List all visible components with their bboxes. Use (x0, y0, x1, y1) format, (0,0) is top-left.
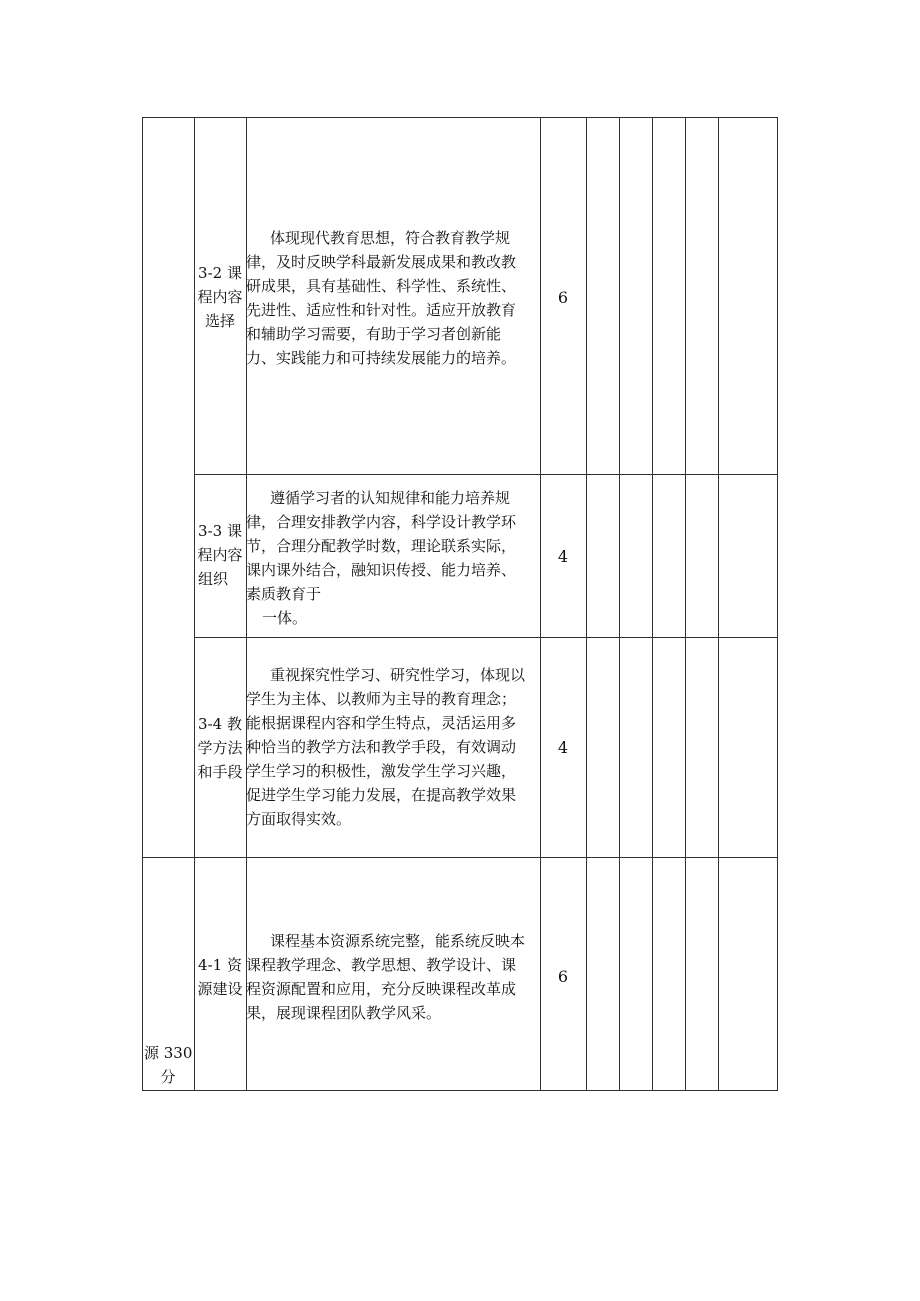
criteria-line: 学生学习的积极性，激发学生学习兴趣， (246, 762, 517, 780)
evaluation-table (142, 117, 778, 1091)
criteria-line: 种恰当的教学方法和教学手段，有效调动 (246, 738, 517, 756)
row-divider (142, 857, 778, 858)
criteria-line: 重视探究性学习、研究性学习，体现以 (270, 666, 526, 684)
col-divider (685, 117, 686, 1091)
criteria-line: 课内课外结合，融知识传授、能力培养、 (246, 561, 517, 579)
item-label-line: 3-2 课 (198, 264, 242, 282)
criteria-line: 果，展现课程团队教学风采。 (246, 1004, 442, 1022)
criteria-line: 律，及时反映学科最新发展成果和教改教 (246, 253, 517, 271)
criteria-text (246, 929, 540, 1025)
criteria-line: 节，合理分配教学时数，理论联系实际， (246, 537, 517, 555)
row-divider (194, 474, 778, 475)
col-divider (619, 117, 620, 1091)
criteria-line: 素质教育于 (246, 585, 322, 603)
score-value: 6 (557, 967, 569, 986)
criteria-line: 律，合理安排教学内容，科学设计教学环 (246, 513, 517, 531)
item-label-line: 程内容 (197, 546, 243, 564)
col-divider (540, 117, 541, 1091)
score-value: 4 (557, 738, 569, 757)
criteria-text (246, 486, 540, 630)
criteria-line: 课程基本资源系统完整，能系统反映本 (270, 932, 526, 950)
category-label (142, 1041, 194, 1089)
item-label-line: 程内容 (197, 288, 243, 306)
criteria-line: 体现现代教育思想，符合教育教学规 (270, 229, 511, 247)
item-label-line: 学方法 (197, 739, 243, 757)
row-divider (194, 637, 778, 638)
item-label-line: 3-4 教 (198, 715, 242, 733)
table-border-left (142, 117, 143, 1091)
score-value: 6 (557, 288, 569, 307)
table-border-bottom (142, 1090, 778, 1091)
item-label-line: 源建设 (197, 980, 243, 998)
criteria-line: 课程教学理念、教学思想、教学设计、课 (246, 956, 517, 974)
table-border-right (777, 117, 778, 1091)
criteria-line: 能根据课程内容和学生特点，灵活运用多 (246, 714, 517, 732)
criteria-line: 学生为主体、以教师为主导的教育理念； (246, 690, 517, 708)
col-divider (586, 117, 587, 1091)
item-label (194, 519, 246, 591)
criteria-line: 力、实践能力和可持续发展能力的培养。 (246, 349, 517, 367)
criteria-line: 一体。 (262, 609, 308, 627)
item-label-line: 组织 (198, 570, 229, 588)
criteria-line: 遵循学习者的认知规律和能力培养规 (270, 489, 511, 507)
category-label-line: 源 330 (144, 1044, 193, 1062)
col-divider (652, 117, 653, 1091)
item-label-line: 3-3 课 (198, 522, 242, 540)
col-divider (718, 117, 719, 1091)
item-label-line: 选择 (204, 312, 235, 330)
score-value: 4 (557, 547, 569, 566)
item-label (194, 953, 246, 1001)
table-border-top (142, 117, 778, 118)
criteria-line: 和辅助学习需要，有助于学习者创新能 (246, 325, 502, 343)
criteria-line: 方面取得实效。 (246, 810, 352, 828)
item-label (194, 712, 246, 784)
criteria-line: 研成果，具有基础性、科学性、系统性、 (246, 277, 517, 295)
criteria-text (246, 663, 540, 831)
item-label-line: 和手段 (197, 763, 243, 781)
item-label (194, 261, 246, 333)
category-label-line: 分 (160, 1068, 176, 1086)
criteria-text (246, 226, 540, 370)
criteria-line: 先进性、适应性和针对性。适应开放教育 (246, 301, 517, 319)
criteria-line: 促进学生学习能力发展，在提高教学效果 (246, 786, 517, 804)
criteria-line: 程资源配置和应用，充分反映课程改革成 (246, 980, 517, 998)
item-label-line: 4-1 资 (198, 956, 242, 974)
